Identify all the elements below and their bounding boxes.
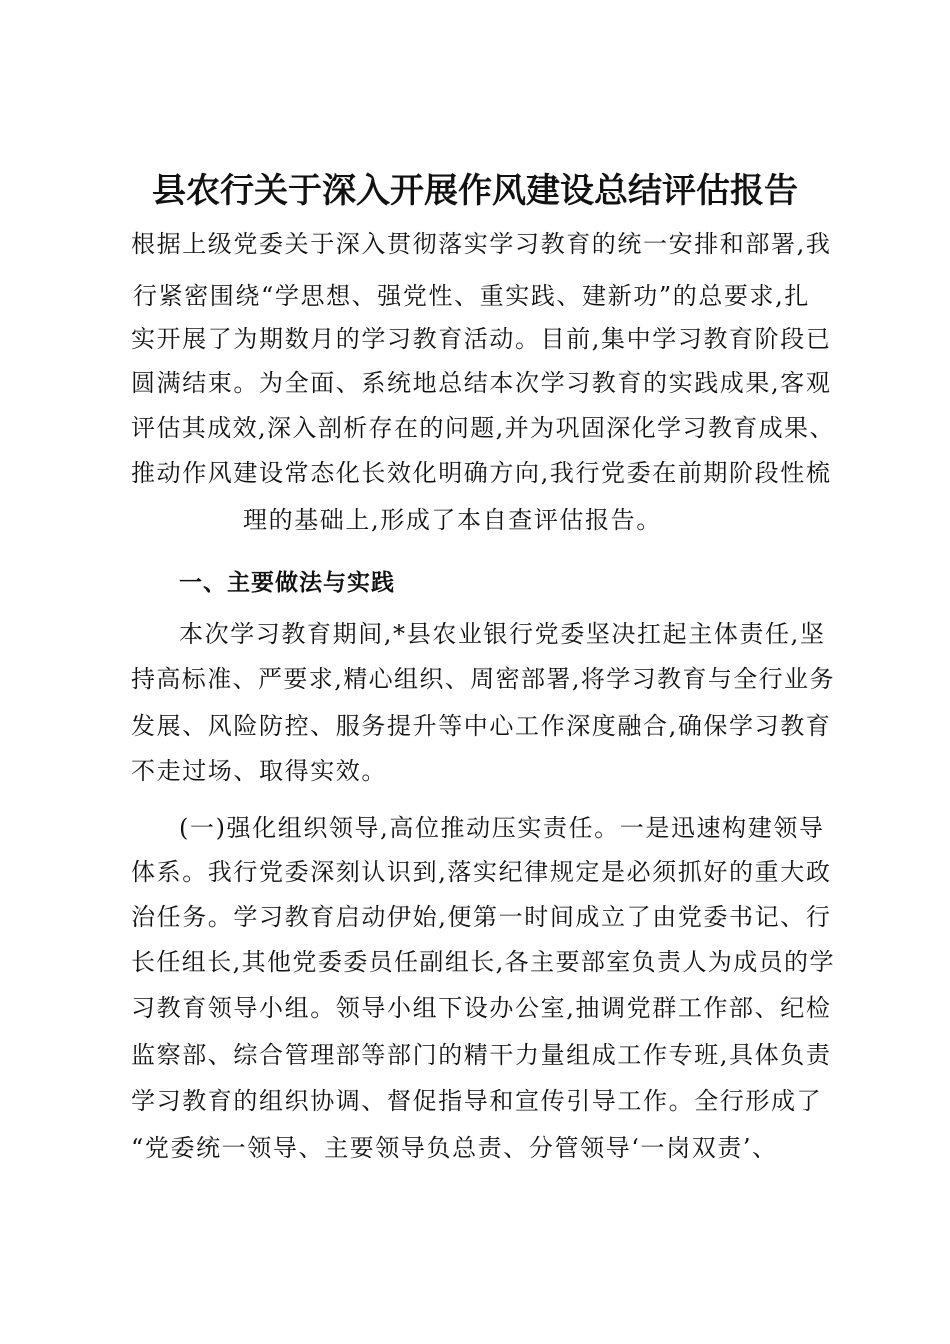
paragraph-line: 不走过场、取得实效。 xyxy=(131,757,387,785)
intro-line: 推动作风建设常态化长效化明确方向,我行党委在前期阶段性梳 xyxy=(131,459,832,487)
paragraph-line: 治任务。学习教育启动伊始,便第一时间成立了由党委书记、行 xyxy=(131,903,832,931)
intro-line: 根据上级党委关于深入贯彻落实学习教育的统一安排和部署,我 xyxy=(131,230,832,258)
intro-line: 理的基础上,形成了本自查评估报告。 xyxy=(243,506,662,534)
paragraph-line: 体系。我行党委深刻认识到,落实纪律规定是必须抓好的重大政 xyxy=(131,858,832,886)
section-heading: 一、主要做法与实践 xyxy=(179,570,395,596)
intro-line: 实开展了为期数月的学习教育活动。目前,集中学习教育阶段已 xyxy=(131,325,832,353)
intro-line: 圆满结束。为全面、系统地总结本次学习教育的实践成果,客观 xyxy=(131,369,832,397)
intro-line: 行紧密围绕“学思想、强党性、重实践、建新功”的总要求,扎 xyxy=(133,282,810,310)
paragraph-line: 学习教育的组织协调、督促指导和宣传引导工作。全行形成了 xyxy=(131,1087,823,1115)
paragraph-line: 持高标准、严要求,精心组织、周密部署,将学习教育与全行业务 xyxy=(131,665,835,693)
paragraph-line: 长任组长,其他党委委员任副组长,各主要部室负责人为成员的学 xyxy=(131,948,835,976)
intro-line: 评估其成效,深入剖析存在的问题,并为巩固深化学习教育成果、 xyxy=(131,414,835,442)
document-title: 县农行关于深入开展作风建设总结评估报告 xyxy=(152,171,798,211)
paragraph-line: 监察部、综合管理部等部门的精干力量组成工作专班,具体负责 xyxy=(131,1041,832,1069)
paragraph-line: (一)强化组织领导,高位推动压实责任。一是迅速构建领导 xyxy=(179,814,825,842)
paragraph-line: 发展、风险防控、服务提升等中心工作深度融合,确保学习教育 xyxy=(131,712,832,740)
paragraph-line: “党委统一领导、主要领导负总责、分管领导‘一岗双责’、 xyxy=(131,1134,778,1162)
paragraph-line: 本次学习教育期间,*县农业银行党委坚决扛起主体责任,坚 xyxy=(179,620,826,648)
paragraph-line: 习教育领导小组。领导小组下设办公室,抽调党群工作部、纪检 xyxy=(131,994,832,1022)
